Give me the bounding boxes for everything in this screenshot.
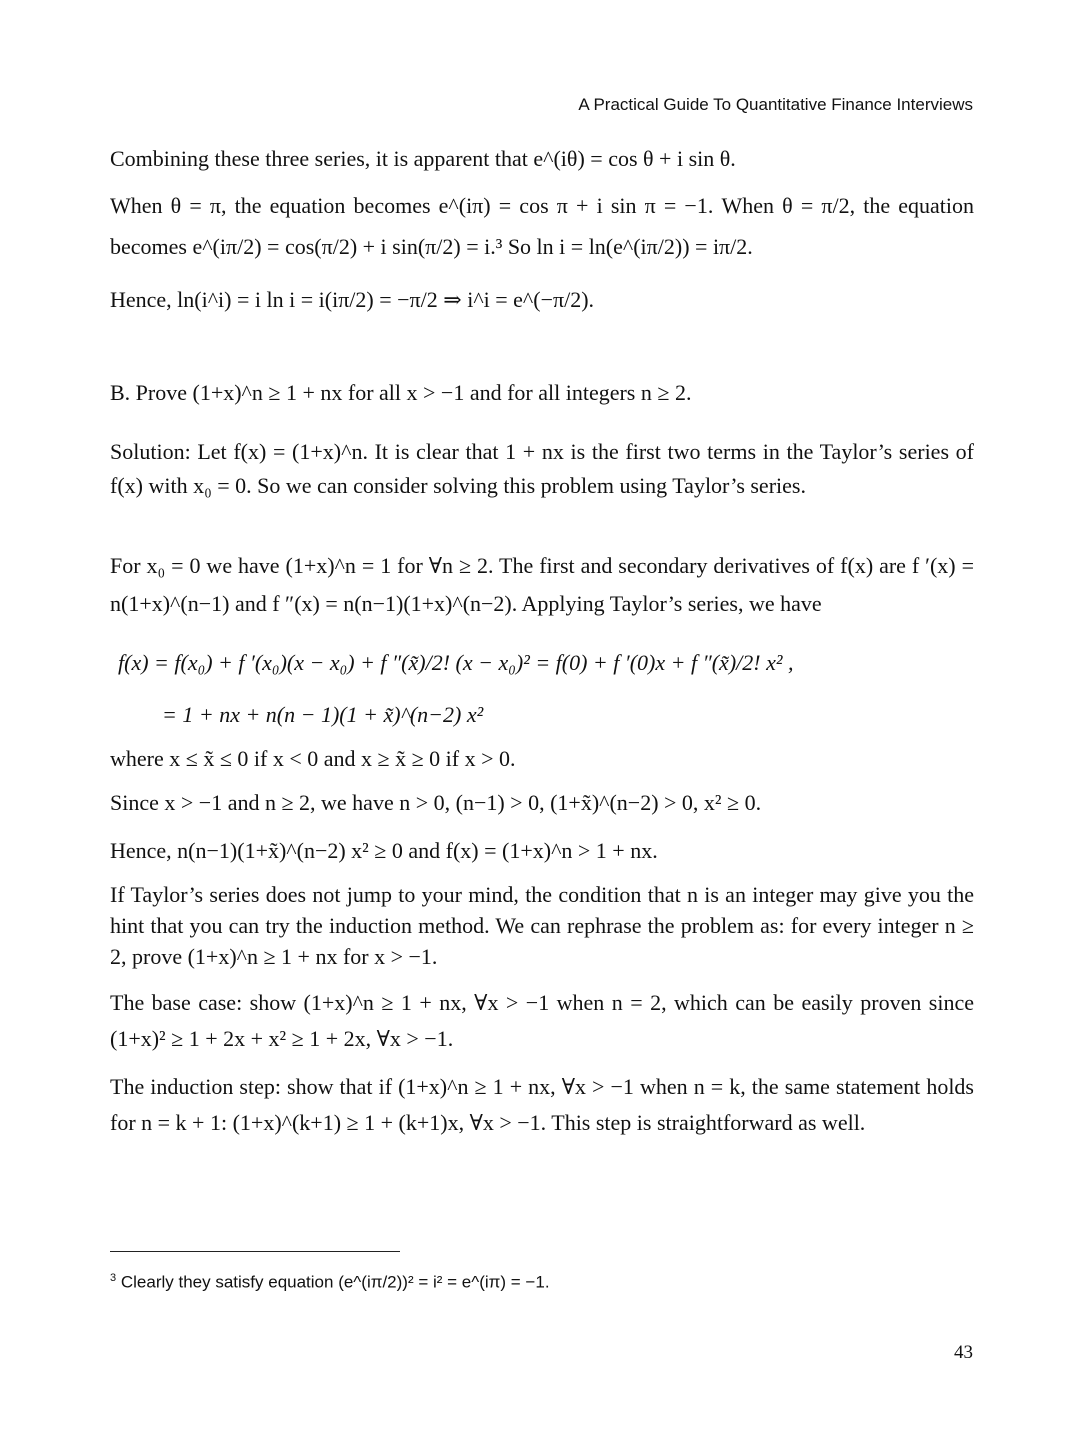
problem-b-statement: B. Prove (1+x)^n ≥ 1 + nx for all x > −1 and for all integers n ≥ 2. <box>110 380 692 405</box>
paragraph-induction-step: The induction step: show that if (1+x)^n ≥ 1 + nx, ∀x > −1 when n = k, the same statement holds for n = k + 1: (1+x)^(k+1) ≥ 1 + (k+1)x, ∀x > −1. This step is straightforward as well. <box>110 1074 974 1135</box>
paragraph-where: where x ≤ x̃ ≤ 0 if x < 0 and x ≥ x̃ ≥ 0 if x > 0. <box>110 746 516 771</box>
taylor-equation-line-1: f(x) = f(x₀) + f ′(x₀)(x − x₀) + f ″(x̃)/2! (x − x₀)² = f(0) + f ′(0)x + f ″(x̃)/2! x² , <box>118 650 794 675</box>
footnote-text: Clearly they satisfy equation (e^(iπ/2))² = i² = e^(iπ) = −1. <box>120 1272 550 1292</box>
paragraph-combining-series: Combining these three series, it is apparent that e^(iθ) = cos θ + i sin θ. <box>110 146 736 171</box>
footnote-divider <box>110 1251 400 1252</box>
paragraph-hence-conclusion: Hence, n(n−1)(1+x̃)^(n−2) x² ≥ 0 and f(x) = (1+x)^n > 1 + nx. <box>110 838 658 863</box>
running-header: A Practical Guide To Quantitative Finance Interviews <box>578 95 973 114</box>
paragraph-induction-hint: If Taylor’s series does not jump to your mind, the condition that n is an integer may give you the hint that you can try the induction method. We can rephrase the problem as: for every integer n ≥ 2, prove (1+x)^n ≥ 1 + nx for x > −1. <box>110 882 974 969</box>
page-number: 43 <box>954 1342 973 1363</box>
paragraph-derivatives: For x₀ = 0 we have (1+x)^n = 1 for ∀n ≥ 2. The first and secondary derivatives of f(x) are f ′(x) = n(1+x)^(n−1) and f ″(x) = n(n−1)(1+x)^(n−2). Applying Taylor’s series, we have <box>110 553 974 616</box>
paragraph-base-case: The base case: show (1+x)^n ≥ 1 + nx, ∀x > −1 when n = 2, which can be easily proven since (1+x)² ≥ 1 + 2x + x² ≥ 1 + 2x, ∀x > −1. <box>110 990 974 1051</box>
paragraph-hence-ln: Hence, ln(i^i) = i ln i = i(iπ/2) = −π/2 ⇒ i^i = e^(−π/2). <box>110 287 595 312</box>
footnote <box>110 1272 550 1293</box>
taylor-equation-line-2: = 1 + nx + n(n − 1)(1 + x̃)^(n−2) x² <box>162 702 484 727</box>
paragraph-theta-pi: When θ = π, the equation becomes e^(iπ) = cos π + i sin π = −1. When θ = π/2, the equation becomes e^(iπ/2) = cos(π/2) + i sin(π/2) = i.³ So ln i = ln(e^(iπ/2)) = iπ/2. <box>110 193 975 259</box>
paragraph-solution: Solution: Let f(x) = (1+x)^n. It is clear that 1 + nx is the first two terms in the Taylor’s series of f(x) with x₀ = 0. So we can consider solving this problem using Taylor’s series. <box>110 439 974 498</box>
paragraph-since: Since x > −1 and n ≥ 2, we have n > 0, (n−1) > 0, (1+x̃)^(n−2) > 0, x² ≥ 0. <box>110 790 762 815</box>
footnote-marker: 3 <box>110 1272 117 1284</box>
